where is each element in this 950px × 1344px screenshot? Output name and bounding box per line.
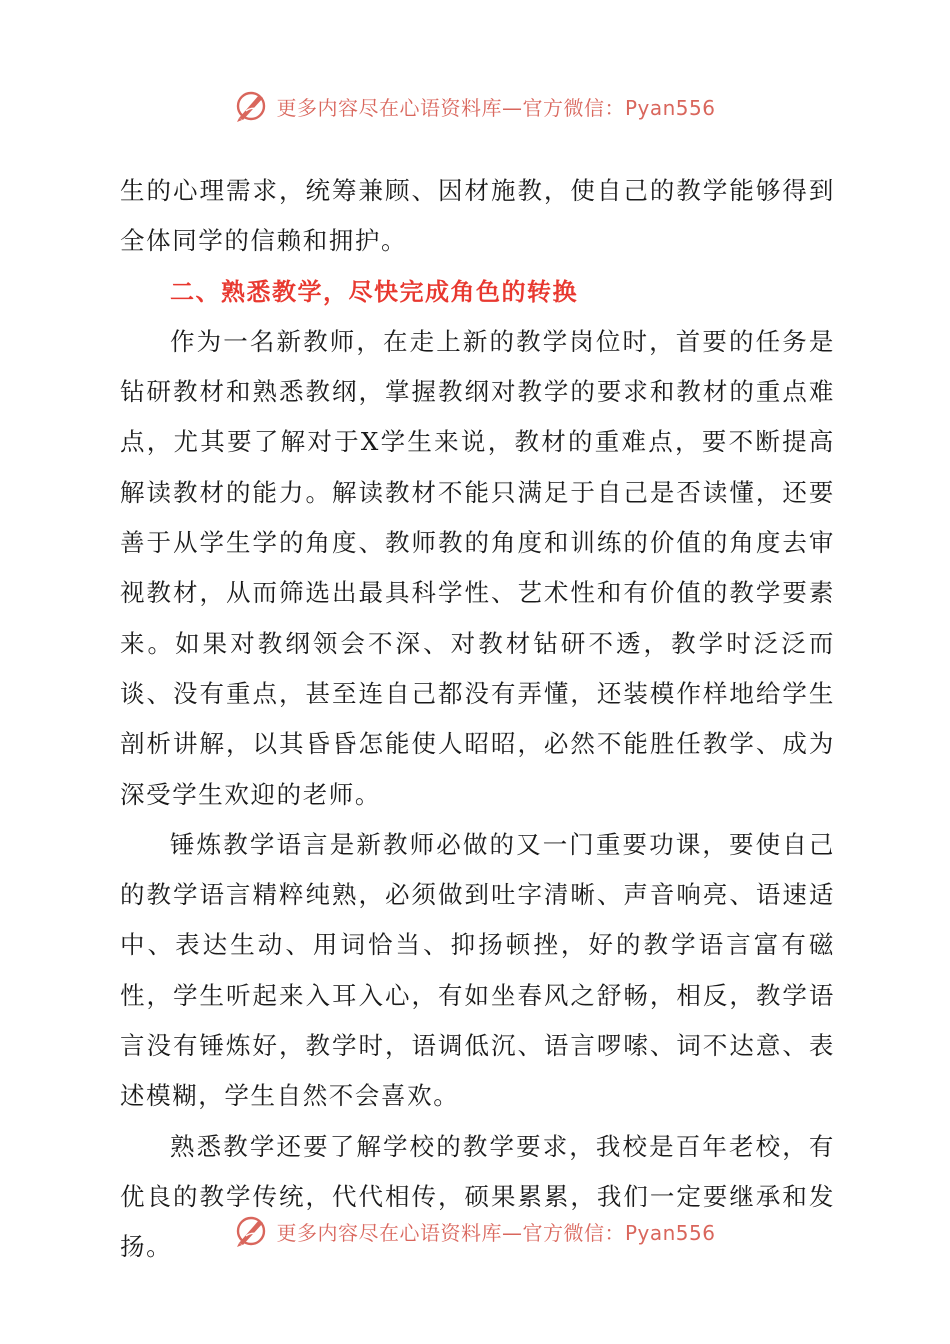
paragraph-school-requirements: 熟悉教学还要了解学校的教学要求，我校是百年老校，有优良的教学传统，代代相传，硕果累累，我们一定要继承和发扬。 [120,1131,835,1262]
footer-watermark [0,1211,950,1251]
document-body [120,166,835,1273]
paragraph-teaching-materials: 作为一名新教师，在走上新的教学岗位时，首要的任务是钻研教材和熟悉教纲，掌握教纲对教学的要求和教材的重点难点，尤其要了解对于X学生来说，教材的重难点，要不断提高解读教材的能力。解读教材不能只满足于自己是否读懂，还要善于从学生学的角度、教师教的角度和训练的价值的角度去审视教材，从而筛选出最具科学性、艺术性和有价值的教学要素来。如果对教纲领会不深、对教材钻研不透，教学时泛泛而谈、没有重点，甚至连自己都没有弄懂，还装模作样地给学生剖析讲解，以其昏昏怎能使人昭昭，必然不能胜任教学、成为深受学生欢迎的老师。 [120,326,835,809]
pen-circle-logo-icon [234,1214,268,1248]
paragraph-teaching-language: 锤炼教学语言是新教师必做的又一门重要功课，要使自己的教学语言精粹纯熟，必须做到吐字清晰、声音响亮、语速适中、表达生动、用词恰当、抑扬顿挫，好的教学语言富有磁性，学生听起来入耳入心，有如坐春风之舒畅，相反，教学语言没有锤炼好，教学时，语调低沉、语言啰嗦、词不达意、表述模糊，学生自然不会喜欢。 [120,829,835,1111]
watermark-text: 更多内容尽在心语资料库—官方微信：Pyan556 [276,95,716,120]
intro-continuation-paragraph: 生的心理需求，统筹兼顾、因材施教，使自己的教学能够得到全体同学的信赖和拥护。 [120,176,835,256]
pen-circle-logo-icon [234,89,268,123]
watermark-text: 更多内容尽在心语资料库—官方微信：Pyan556 [276,1220,716,1245]
section-heading: 二、熟悉教学，尽快完成角色的转换 [170,277,578,306]
header-watermark [0,86,950,126]
